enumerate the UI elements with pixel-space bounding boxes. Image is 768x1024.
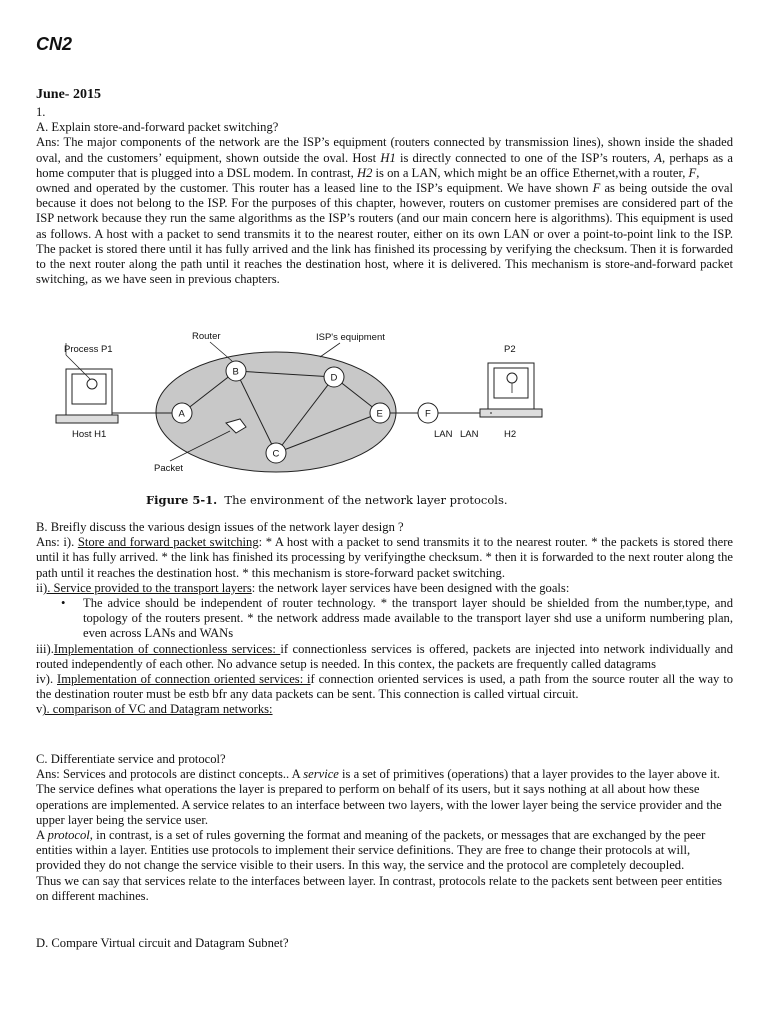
h2-labels bbox=[430, 330, 550, 450]
answer-1c-paragraph-2: A protocol, in contrast, is a set of rules governing the format and meaning of the packets, or messages that are exchanged by the peer entities within a layer. Entities use protocols to implement their service definitions. They are free to change their protocols at will, provided they do not change the service visible to their users. In this way, the service and the protocol are completely decoupled. bbox=[36, 828, 706, 873]
figure-caption: Figure 5-1. The environment of the network layer protocols. bbox=[146, 493, 508, 507]
answer-1b-i: Ans: i). Store and forward packet switching: * A host with a packet to send transmits it to the nearest router. * the packets is stored there until it has fully arrived. * the link has finished its processing by verifyingthe checksum. * then it is forwarded to the next router along the path until it reaches the destination host. * this mechanism is store-forward packet switching. bbox=[36, 535, 734, 580]
packet-label: Packet bbox=[154, 463, 184, 474]
answer-1b-ii: ii). Service provided to the transport layers: the network layer services have been designed with the goals: bbox=[36, 580, 570, 595]
svg-text:LAN: LAN bbox=[460, 429, 479, 440]
question-1c: C. Differentiate service and protocol? bbox=[36, 752, 226, 766]
answer-1c-paragraph-1: Ans: Services and protocols are distinct concepts.. A service is a set of primitives (operations) that a layer provides to the layer above it. The service defines what operations the layer is prepared to perform on behalf of its users, but it says nothing at all about how these operations are implemented. A service relates to an interface between two layers, with the lower layer being the service provider and the upper layer being the service user. bbox=[36, 767, 722, 827]
svg-text:B: B bbox=[232, 366, 239, 378]
answer-1c-paragraph-3: Thus we can say that services relate to the interfaces between layer. In contrast, protocols relate to the packets sent between peer entities on different machines. bbox=[36, 873, 723, 903]
svg-text:E: E bbox=[376, 408, 383, 420]
question-1d-section bbox=[36, 936, 733, 951]
question-1b: B. Breifly discuss the various design issues of the network layer design ? bbox=[36, 520, 404, 534]
svg-text:P2: P2 bbox=[504, 344, 516, 355]
router-d bbox=[324, 367, 344, 387]
answer-1a-paragraph-1: Ans: The major components of the network are the ISP’s equipment (routers connected by transmission lines), shown inside the shaded oval, and the customers’ equipment, shown outside the oval. Host H1 is directly connected to one of the ISP’s routers, A, perhaps as a home computer that is plugged into a DSL modem. In contrast, H2 is on a LAN, which might be an office Ethernet,with a router, F, bbox=[36, 135, 733, 180]
answer-1b-iii: iii).Implementation of connectionless services: if connectionless services is offered, packets are injected into network individually and routed independently of each other. No advance setup is needed. In this contex, the packets are frequently called datagrams bbox=[36, 641, 733, 671]
svg-text:F: F bbox=[425, 408, 431, 420]
question-1c-section bbox=[36, 752, 733, 904]
exam-date: June- 2015 bbox=[36, 87, 101, 102]
document-title: CN2 bbox=[36, 34, 73, 54]
svg-text:H2: H2 bbox=[504, 429, 517, 440]
lan-label: LAN bbox=[434, 429, 453, 440]
process-p1-label: Process P1 bbox=[64, 344, 113, 355]
list-item: • The advice should be independent of router technology. * the transport layer should be shielded from the number,type, and topology of the routers present. * the network address made available to the transport layer shd use a uniform numbering plan, even across LANs and WANs bbox=[83, 596, 733, 642]
router-c bbox=[266, 443, 286, 463]
answer-1b-v: v). comparison of VC and Datagram networks: bbox=[36, 702, 273, 717]
network-diagram bbox=[50, 327, 480, 477]
question-1a: A. Explain store-and-forward packet switching? bbox=[36, 120, 279, 135]
answer-1b-iv: iv). Implementation of connection oriented services: if connection oriented services is used, a path from the source router all the way to the destination router must be estb bfr any data packets can be sent. This connection is called virtual circuit. bbox=[36, 672, 733, 702]
question-1b-section bbox=[36, 520, 733, 718]
answer-1a-paragraph-2: owned and operated by the customer. This router has a leased line to the ISP’s equipment. We have shown F as being outside the oval because it does not belong to the ISP. For the purposes of this chapter, however, routers on customer premises are considered part of the ISP network because they run the same algorithms as the ISP’s routers (and our main concern here is algorithms). This equipment is used as follows. A host with a packet to send transmits it to the nearest router, either on its own LAN or over a point-to-point link to the ISP. The packet is stored there until it has fully arrived and the link has finished its processing by verifying the checksum. Then it is forwarded to the next router along the path until it reaches the destination host, where it is delivered. This mechanism is store-and-forward packet switching, as we have seen in previous chapters. bbox=[36, 181, 733, 287]
goals-list bbox=[36, 596, 733, 642]
question-number: 1. bbox=[36, 105, 46, 119]
router-label: Router bbox=[192, 331, 221, 342]
router-b bbox=[226, 361, 246, 381]
router-a bbox=[172, 403, 192, 423]
isp-equipment-label: ISP's equipment bbox=[316, 332, 385, 343]
svg-text:D: D bbox=[330, 372, 338, 384]
question-1d: D. Compare Virtual circuit and Datagram Subnet? bbox=[36, 936, 289, 950]
router-e bbox=[370, 403, 390, 423]
host-h1-label: Host H1 bbox=[72, 429, 107, 440]
svg-text:A: A bbox=[178, 408, 185, 420]
question-1a-section bbox=[36, 105, 733, 287]
host-h1-computer bbox=[56, 355, 118, 423]
svg-text:C: C bbox=[272, 448, 280, 460]
